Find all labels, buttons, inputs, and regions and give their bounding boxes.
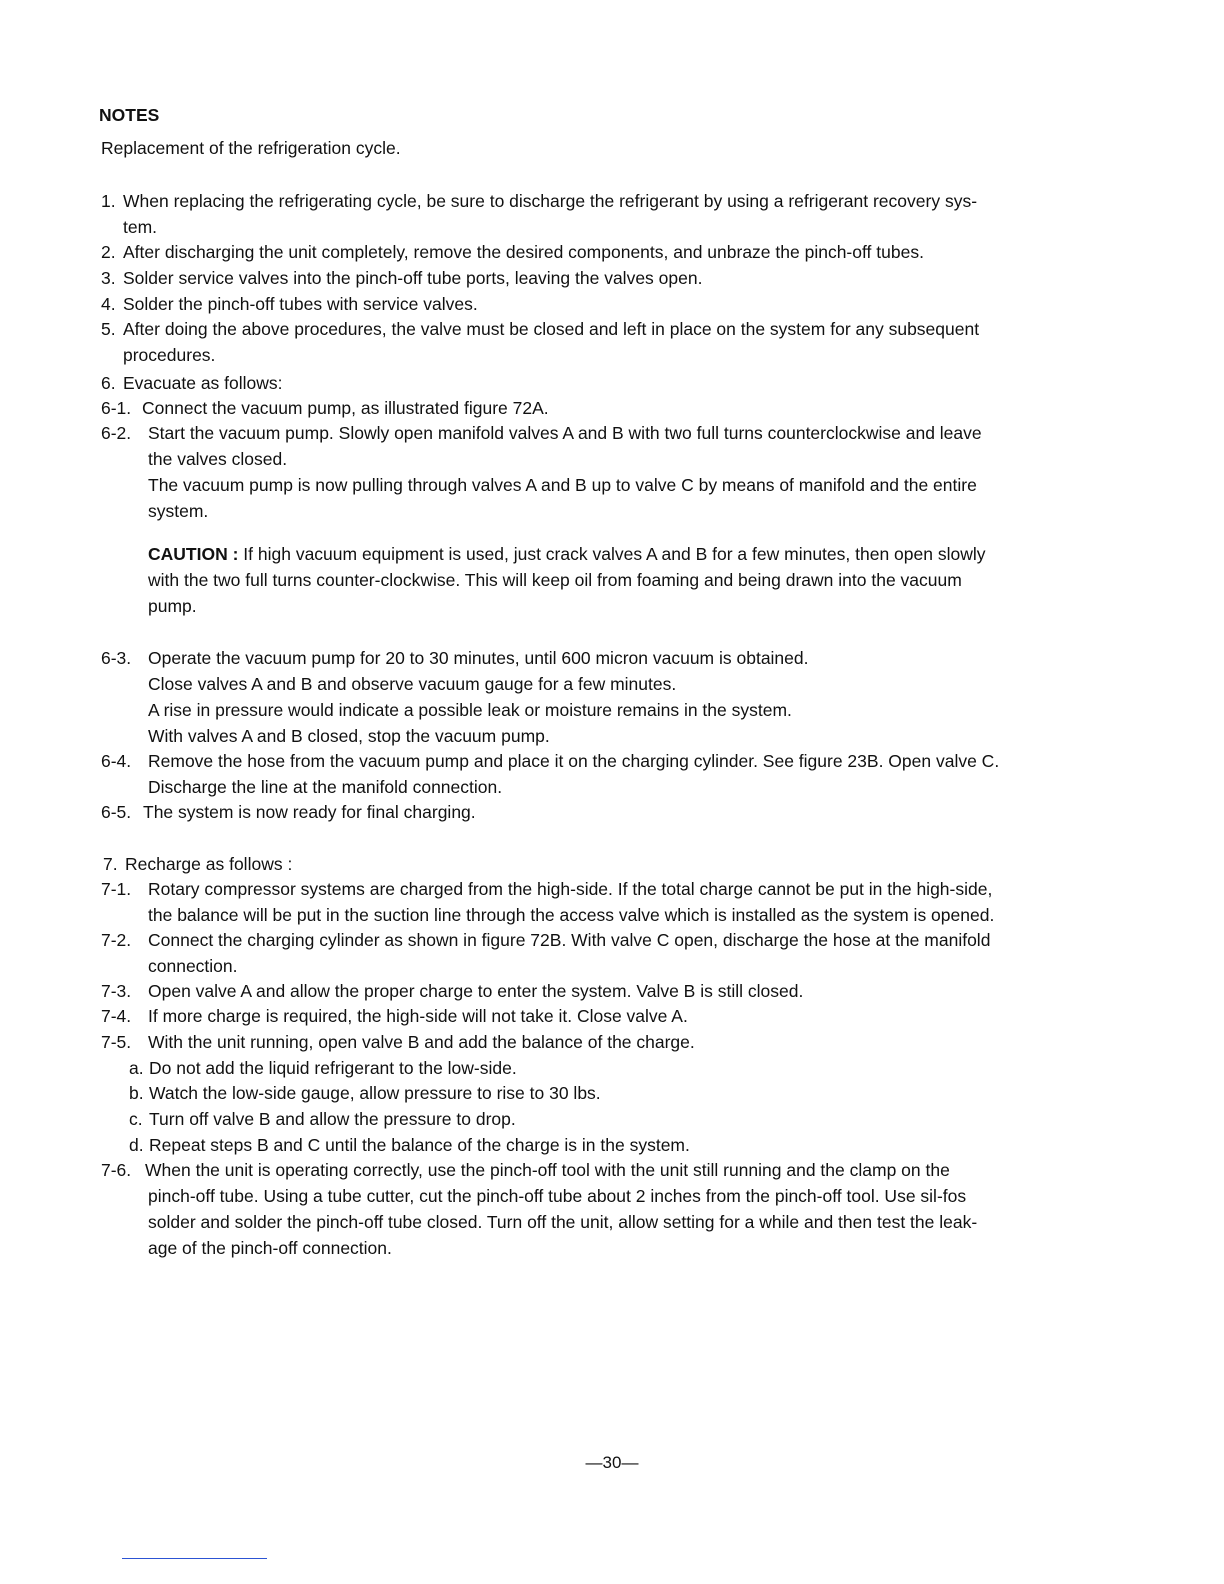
step-5: 5. After doing the above procedures, the valve must be closed and left in place on the system for any subsequent procedures. (101, 319, 980, 365)
step-7-1: 7-1. Rotary compressor systems are charged from the high-side. If the total charge cannot be put in the high-side, the balance will be put in the suction line through the access valve which is installed as the system is opened. (101, 879, 995, 925)
step-1: 1. When replacing the refrigerating cycle, be sure to discharge the refrigerant by using a refrigerant recovery sys- tem. (101, 191, 978, 237)
step-7-6: 7-6. When the unit is operating correctly, use the pinch-off tool with the unit still running and the clamp on the pinch-off tube. Using a tube cutter, cut the pinch-off tube about 2 inches from the pinch-off tool. Use sil-fos solder and solder the pinch-off tube closed. Turn off the unit, allow setting for a while and then test the leak- age of the pinch-off connection. (101, 1160, 978, 1258)
caution-label: CAUTION : (148, 544, 239, 564)
step-7-5-b: b. Watch the low-side gauge, allow pressure to rise to 30 lbs. (129, 1083, 601, 1103)
step-7: 7. Recharge as follows : (103, 854, 293, 874)
step-7-2: 7-2. Connect the charging cylinder as shown in figure 72B. With valve C open, discharge the hose at the manifold connection. (101, 930, 991, 976)
step-6-3: 6-3. Operate the vacuum pump for 20 to 30 minutes, until 600 micron vacuum is obtained. Close valves A and B and observe vacuum gauge for a few minutes. A rise in pressure would indicate a possible leak or moisture remains in the system. With valves A and B closed, stop the vacuum pump. (101, 648, 809, 746)
notes-heading: NOTES (99, 105, 160, 125)
step-4: 4. Solder the pinch-off tubes with service valves. (101, 294, 478, 314)
step-7-4: 7-4. If more charge is required, the high-side will not take it. Close valve A. (101, 1006, 688, 1026)
caution-block: CAUTION : If high vacuum equipment is used, just crack valves A and B for a few minutes, then open slowly with the two full turns counter-clockwise. This will keep oil from foaming and being drawn into the vacuum pump. (148, 544, 986, 616)
step-6-1: 6-1. Connect the vacuum pump, as illustrated figure 72A. (101, 398, 549, 418)
decorative-rule (122, 1558, 267, 1559)
step-7-3: 7-3. Open valve A and allow the proper charge to enter the system. Valve B is still closed. (101, 981, 804, 1001)
step-6-4: 6-4. Remove the hose from the vacuum pump and place it on the charging cylinder. See figure 23B. Open valve C. Discharge the line at the manifold connection. (101, 751, 1000, 797)
step-2: 2. After discharging the unit completely, remove the desired components, and unbraze the pinch-off tubes. (101, 242, 924, 262)
intro-text: Replacement of the refrigeration cycle. (101, 138, 401, 158)
step-7-5-d: d. Repeat steps B and C until the balance of the charge is in the system. (129, 1135, 690, 1155)
step-7-5-a: a. Do not add the liquid refrigerant to the low-side. (129, 1058, 517, 1078)
step-7-5-c: c. Turn off valve B and allow the pressure to drop. (129, 1109, 516, 1129)
step-7-5: 7-5. With the unit running, open valve B and add the balance of the charge. (101, 1032, 695, 1052)
step-6-5: 6-5. The system is now ready for final charging. (101, 802, 476, 822)
step-3: 3. Solder service valves into the pinch-off tube ports, leaving the valves open. (101, 268, 703, 288)
page-number: —30— (585, 1453, 639, 1472)
step-6-2: 6-2. Start the vacuum pump. Slowly open manifold valves A and B with two full turns counterclockwise and leave the valves closed. The vacuum pump is now pulling through valves A and B up to valve C by means of manifold and the entire system. (101, 423, 982, 521)
step-6: 6. Evacuate as follows: (101, 373, 283, 393)
